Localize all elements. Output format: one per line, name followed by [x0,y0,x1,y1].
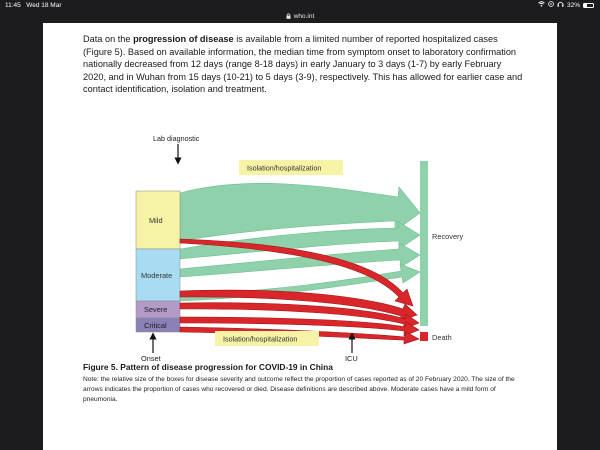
critical-label: Critical [144,321,167,330]
death-label: Death [432,333,452,342]
wifi-icon [538,0,545,11]
headphones-icon [557,0,564,11]
web-page [43,23,557,450]
para-intro: Data on the [83,34,134,44]
status-bar [0,0,600,11]
status-date: Wed 18 Mar [26,2,62,9]
lab-diagnostic-label: Lab diagnostic [153,134,200,143]
para-bold: progression of disease [133,34,234,44]
article-paragraph [83,33,523,96]
battery-icon [583,3,594,8]
recovery-bar [420,161,428,326]
isolation-label-top: Isolation/hospitalization [247,163,322,173]
battery-percent: 32% [566,2,580,9]
url-text[interactable]: who.int [293,13,315,20]
onset-label: Onset [141,354,161,361]
figure-caption-note: Note: the relative size of the boxes for disease severity and outcome reflect the proportion of cases reported as of 20 February 2020. The size of the arrows indicates the proportion of cases who recovered or died. Disease definitions are described above. Moderate cases have a mild form of pneumonia. [83,376,515,403]
figure-caption-title: Figure 5. Pattern of disease progression for COVID-19 in China [83,362,333,372]
isolation-label-bottom: Isolation/hospitalization [223,334,298,344]
icu-label: ICU [345,354,358,361]
moderate-label: Moderate [141,271,173,280]
death-box [420,332,428,341]
location-icon [548,0,554,11]
recovery-label: Recovery [432,232,464,241]
status-time: 11:45 [5,2,21,9]
disease-progression-figure [43,131,557,361]
severe-label: Severe [144,305,168,314]
mild-label: Mild [149,216,163,225]
para-rest: is available from a limited number of reported hospitalized cases (Figure 5). Based on available information, the median time from symptom onset to laboratory confirmation nationally decreased from 12 days (range 8-18 days) in early January to 3 days (1-7) by early February 2020, and in Wuhan from 15 days (10-21) to 5 days (3-9), respectively. This has allowed for earlier case and contact identification, isolation and treatment. [83,34,523,95]
address-bar[interactable] [0,11,600,22]
lock-icon [286,13,291,21]
